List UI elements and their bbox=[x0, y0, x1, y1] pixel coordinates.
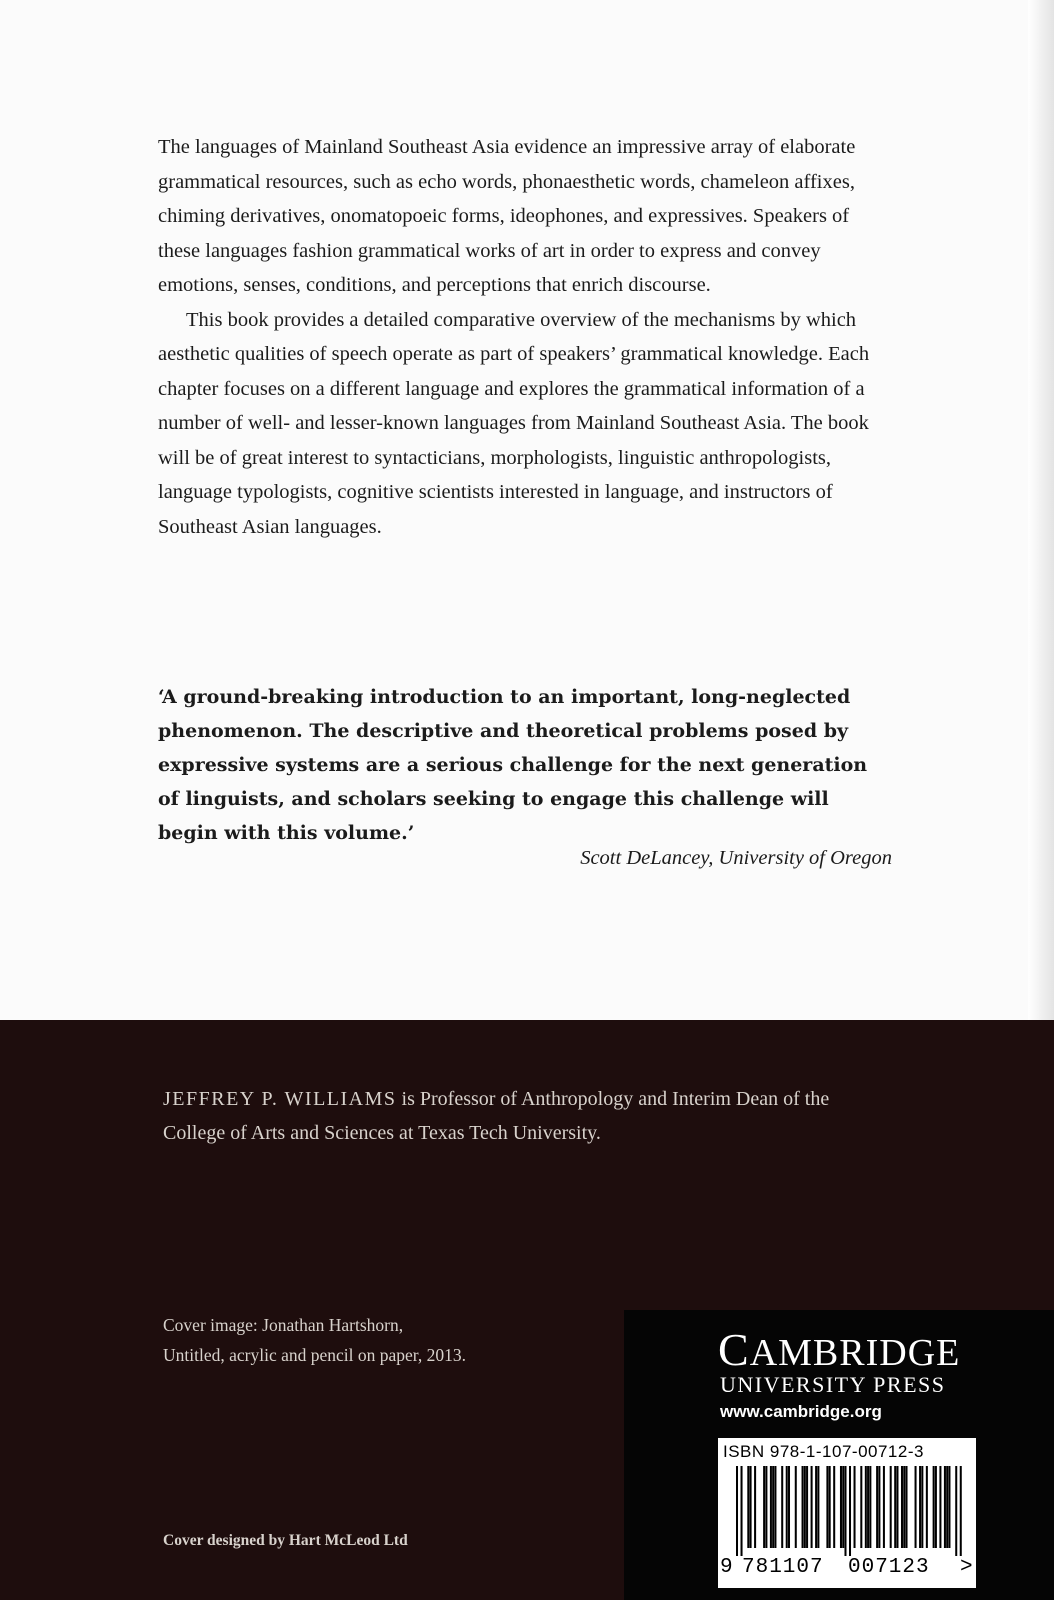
author-name: JEFFREY P. WILLIAMS bbox=[163, 1088, 397, 1110]
barcode-bar bbox=[906, 1466, 908, 1548]
barcode-bar bbox=[903, 1466, 905, 1548]
barcode-bar bbox=[815, 1466, 817, 1548]
publisher-name bbox=[718, 1324, 961, 1375]
barcode-bar bbox=[865, 1466, 867, 1548]
barcode-bar bbox=[833, 1466, 835, 1548]
barcode-bar bbox=[946, 1466, 948, 1548]
barcode-bar bbox=[738, 1466, 740, 1556]
barcode-first-digit: 9 bbox=[720, 1556, 733, 1579]
barcode-bar bbox=[919, 1466, 921, 1548]
barcode-bar bbox=[747, 1466, 749, 1548]
isbn-barcode bbox=[718, 1438, 976, 1588]
cover-credit-line-1: Cover image: Jonathan Hartshorn, bbox=[163, 1315, 404, 1335]
author-bio-text: is Professor of Anthropology and Interim Dean of the College of Arts and Sciences at Texas Tech University. bbox=[163, 1088, 830, 1144]
endorsement-attribution: Scott DeLancey, University of Oregon bbox=[580, 847, 892, 869]
isbn-label: ISBN 978-1-107-00712-3 bbox=[723, 1442, 924, 1461]
publisher-name-rest: AMBRIDGE bbox=[749, 1332, 961, 1374]
barcode-bar bbox=[890, 1466, 892, 1548]
barcode-bar bbox=[894, 1466, 896, 1548]
barcode-bar bbox=[774, 1466, 776, 1548]
barcode-bar bbox=[826, 1466, 828, 1548]
blurb-paragraph-2: This book provides a detailed comparative overview of the mechanisms by which aesthetic qualities of speech operate as part of speakers’ grammatical knowledge. Each chapter focuses on a different language and explores the grammatical information of a number of well- and lesser-known languages from Mainland Southeast Asia. The book will be of great interest to syntacticians, morphologists, linguistic anthropologists, language typologists, cognitive scientists interested in language, and instructors of Southeast Asian languages. bbox=[158, 308, 870, 538]
designer-credit: Cover designed by Hart McLeod Ltd bbox=[163, 1532, 408, 1549]
barcode-bar bbox=[763, 1466, 765, 1548]
barcode-left-group: 781107 bbox=[742, 1556, 824, 1579]
barcode-bar bbox=[933, 1466, 935, 1548]
barcode-bar bbox=[960, 1466, 962, 1556]
cover-image-credit bbox=[163, 1310, 583, 1370]
barcode-bar bbox=[840, 1466, 842, 1548]
barcode-bar bbox=[854, 1466, 856, 1548]
barcode-bar bbox=[849, 1466, 851, 1556]
endorsement-quote: ‘A ground-breaking introduction to an important, long-neglected phenomenon. The descriptive and theoretical problems posed by expressive systems are a serious challenge for the next generation of linguists, and scholars seeking to engage this challenge will begin with this volume.’ bbox=[158, 686, 868, 844]
spine-edge bbox=[1028, 0, 1054, 1020]
cover-credit-line-2: Untitled, acrylic and pencil on paper, 2013. bbox=[163, 1345, 467, 1365]
barcode-bar bbox=[869, 1466, 871, 1548]
barcode-bar bbox=[883, 1466, 885, 1548]
barcode-bar bbox=[901, 1466, 903, 1548]
barcode-bar bbox=[876, 1466, 878, 1548]
barcode-bar bbox=[955, 1466, 957, 1556]
publisher-name-initial: C bbox=[718, 1324, 750, 1375]
barcode-bar bbox=[781, 1466, 783, 1548]
barcode-bars-icon bbox=[736, 1466, 962, 1556]
barcode-bar bbox=[926, 1466, 928, 1548]
barcode-bar bbox=[817, 1466, 819, 1548]
barcode-bar bbox=[860, 1466, 862, 1548]
barcode-right-group: 007123 bbox=[848, 1556, 930, 1579]
barcode-bar bbox=[867, 1466, 869, 1548]
book-blurb bbox=[158, 130, 888, 544]
barcode-bar bbox=[770, 1466, 772, 1548]
barcode-bar bbox=[944, 1466, 946, 1548]
publisher-url: www.cambridge.org bbox=[720, 1402, 882, 1421]
barcode-bar bbox=[772, 1466, 774, 1548]
barcode-bar bbox=[851, 1466, 853, 1556]
barcode-bar bbox=[844, 1466, 846, 1556]
publisher-subtitle: UNIVERSITY PRESS bbox=[720, 1372, 946, 1397]
barcode-bar bbox=[957, 1466, 959, 1556]
barcode-bar bbox=[736, 1466, 738, 1556]
blurb-paragraph-1: The languages of Mainland Southeast Asia evidence an impressive array of elaborate grammatical resources, such as echo words, phonaesthetic words, chameleon affixes, chiming derivatives, onomatopoeic forms, ideophones, and expressives. Speakers of these languages fashion grammatical works of art in order to express and convey emotions, senses, conditions, and perceptions that enrich discourse. bbox=[158, 136, 856, 296]
barcode-bar bbox=[915, 1466, 917, 1548]
barcode-bar bbox=[750, 1466, 752, 1548]
barcode-bar bbox=[788, 1466, 790, 1548]
barcode-bar bbox=[847, 1466, 849, 1556]
author-bio bbox=[163, 1082, 883, 1150]
barcode-bar bbox=[935, 1466, 937, 1548]
barcode-bar bbox=[878, 1466, 880, 1548]
barcode-bar bbox=[811, 1466, 813, 1548]
bottom-section bbox=[0, 1020, 1054, 1600]
barcode-bar bbox=[741, 1466, 743, 1556]
publisher-block bbox=[624, 1310, 1054, 1600]
barcode-bar bbox=[804, 1466, 806, 1548]
barcode-bar bbox=[802, 1466, 804, 1548]
barcode-bar bbox=[765, 1466, 767, 1548]
barcode-bar bbox=[829, 1466, 831, 1548]
barcode-bar bbox=[806, 1466, 808, 1548]
barcode-bar bbox=[786, 1466, 788, 1548]
barcode-bar bbox=[939, 1466, 941, 1548]
barcode-bar bbox=[896, 1466, 898, 1548]
barcode-bar bbox=[842, 1466, 844, 1548]
barcode-bar bbox=[795, 1466, 797, 1548]
barcode-bar bbox=[921, 1466, 923, 1548]
barcode-arrow: > bbox=[960, 1556, 973, 1579]
barcode-bar bbox=[948, 1466, 950, 1548]
barcode-bar bbox=[754, 1466, 756, 1548]
